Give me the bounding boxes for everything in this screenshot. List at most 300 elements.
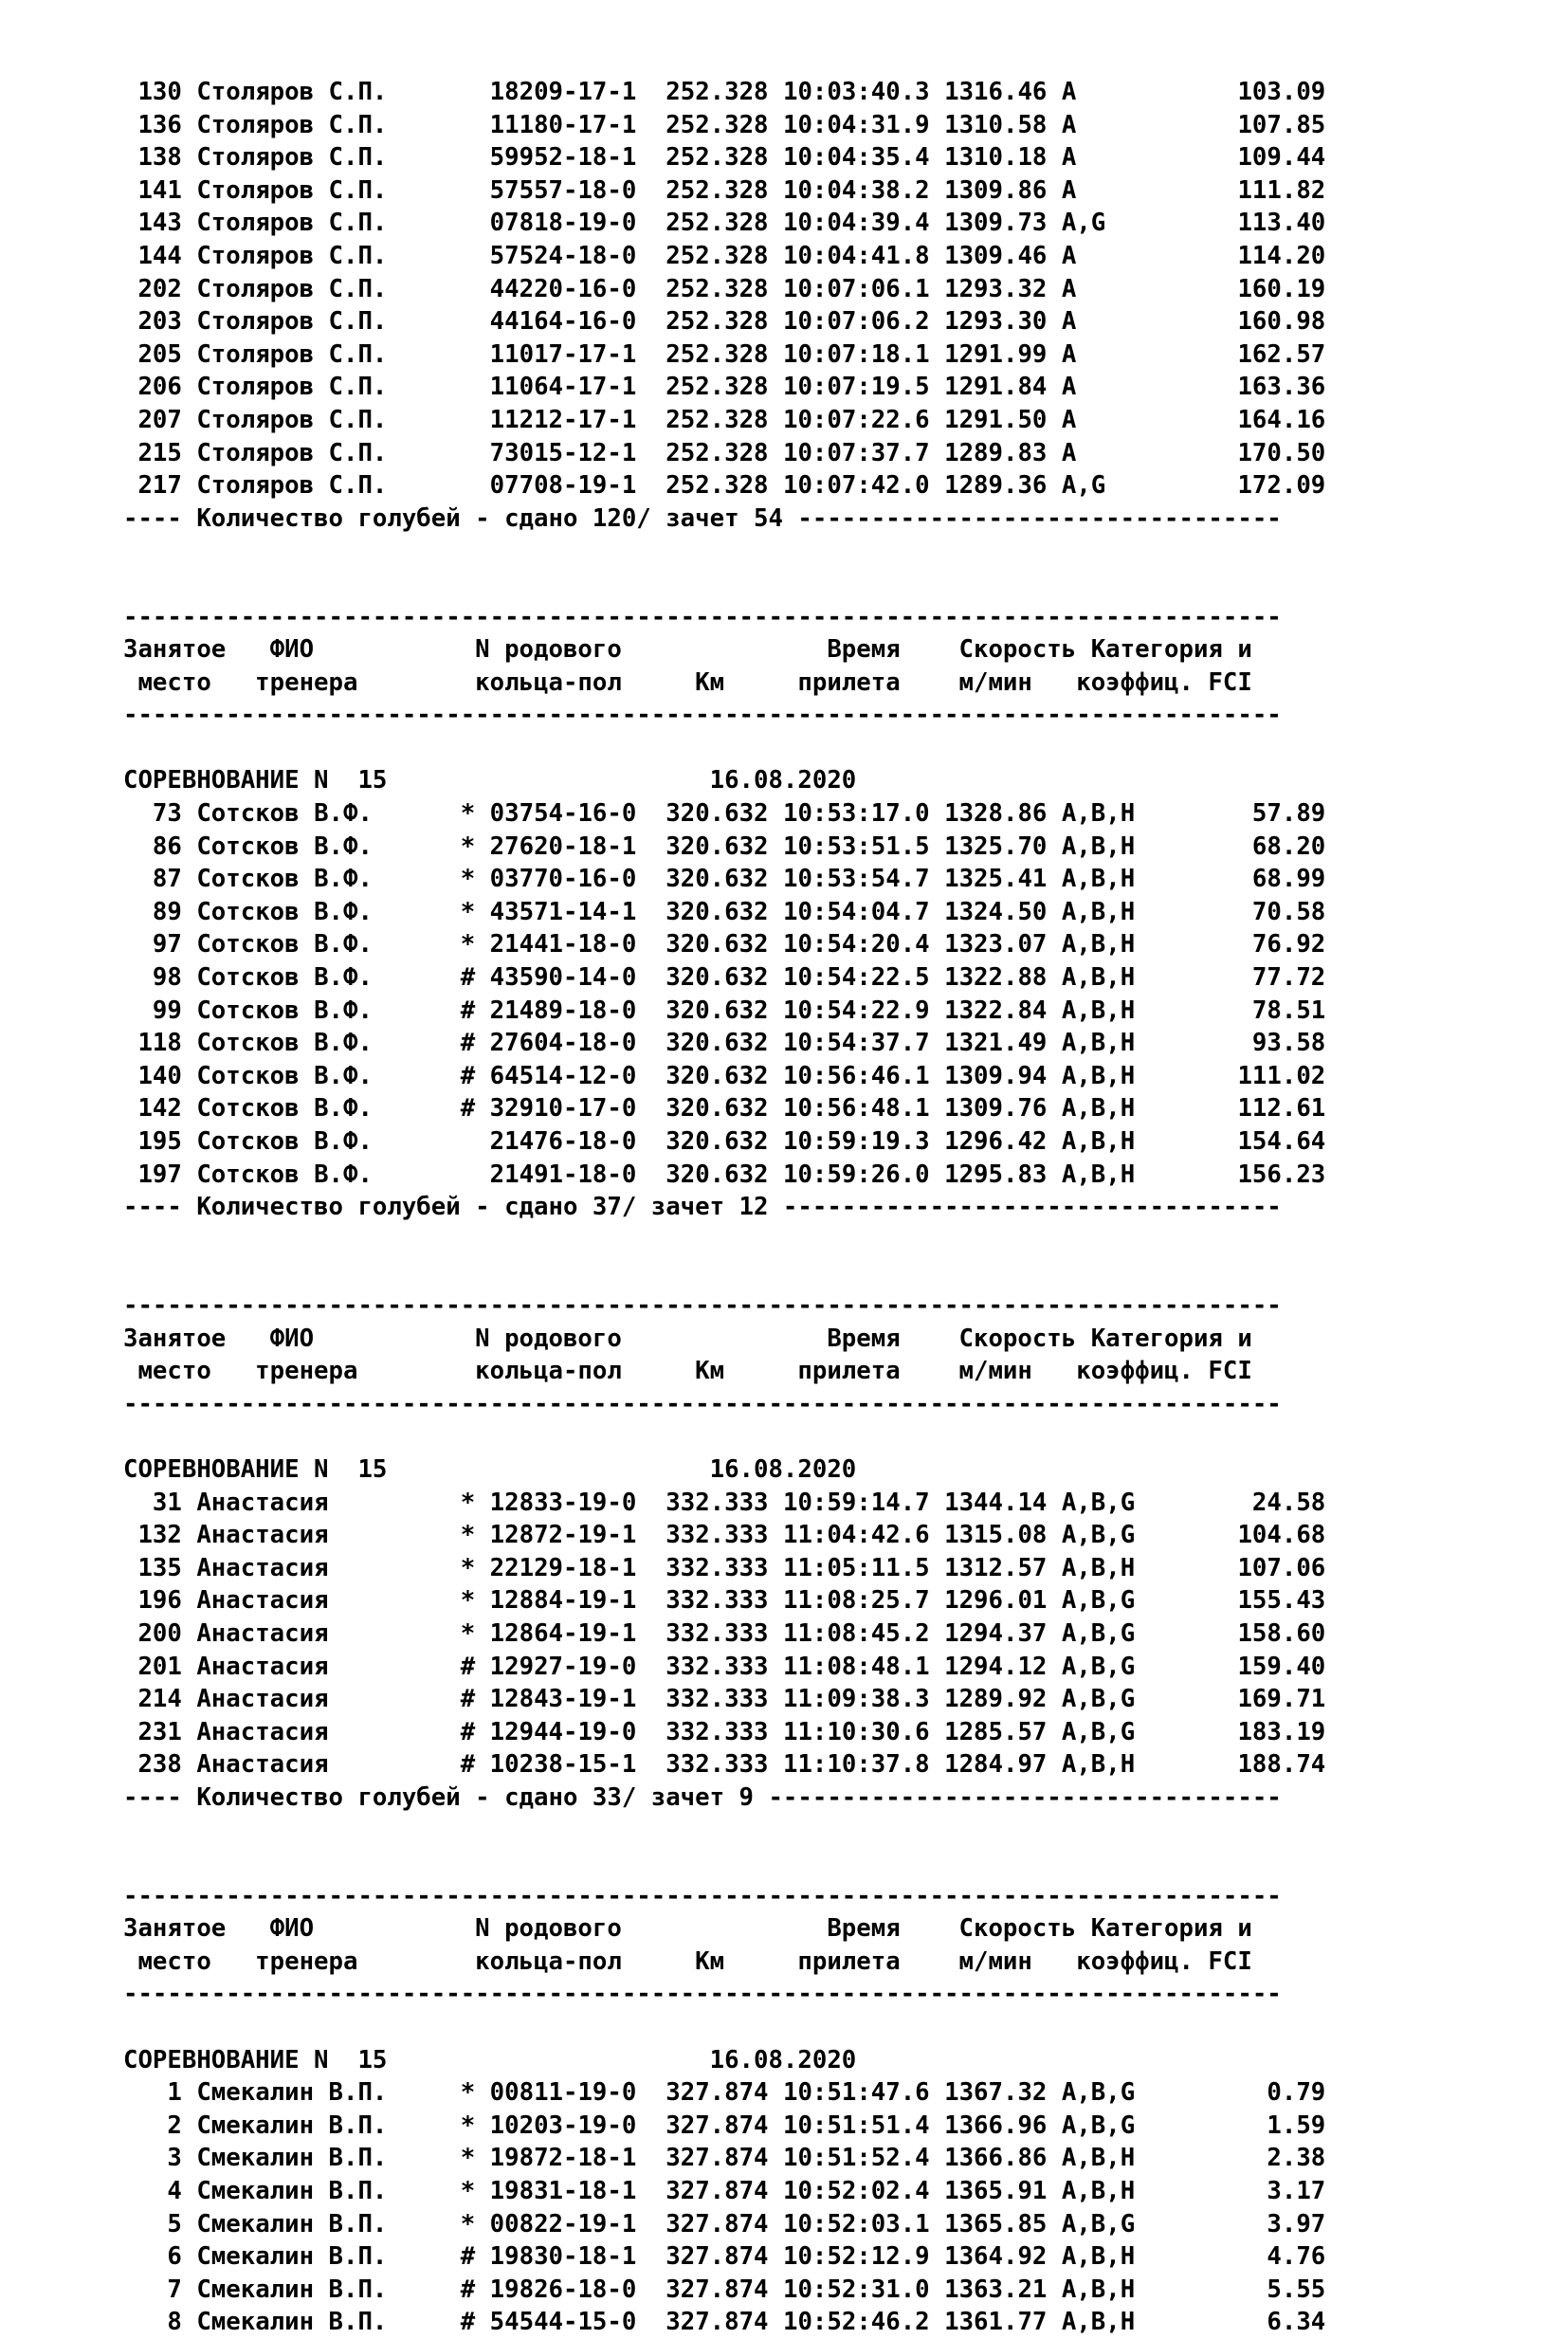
fci-cell: 78.51 <box>1178 996 1326 1025</box>
place-cell: 203 <box>123 307 182 337</box>
mark-cell: # <box>460 2242 476 2272</box>
km-cell: 320.632 <box>665 831 769 861</box>
ring-cell: 00822-19-1 <box>489 2209 637 2238</box>
fci-cell: 70.58 <box>1178 897 1326 926</box>
km-cell: 327.874 <box>665 2177 769 2205</box>
place-cell: 238 <box>123 1750 182 1780</box>
place-cell: 135 <box>123 1553 182 1582</box>
place-cell: 8 <box>123 2308 182 2337</box>
time-cell: 10:52:46.2 <box>783 2308 930 2337</box>
time-cell: 11:10:37.8 <box>783 1750 930 1780</box>
fci-cell: 57.89 <box>1178 799 1326 829</box>
speed-cell: 1366.96 <box>944 2111 1048 2140</box>
speed-cell: 1289.83 <box>944 438 1048 467</box>
table-row <box>123 1651 1545 1684</box>
ring-cell: 03770-16-0 <box>489 865 637 894</box>
place-cell: 202 <box>123 274 182 303</box>
km-cell: 252.328 <box>665 405 769 434</box>
table-row <box>123 2142 1545 2175</box>
time-cell: 10:54:04.7 <box>783 897 930 926</box>
mark-cell: * <box>460 1553 476 1582</box>
speed-cell: 1365.91 <box>944 2177 1048 2205</box>
ring-cell: 11212-17-1 <box>489 405 637 434</box>
category-cell: A,B,H <box>1061 799 1165 829</box>
speed-cell: 1365.85 <box>944 2209 1048 2238</box>
speed-cell: 1309.86 <box>944 175 1048 205</box>
fci-cell: 3.17 <box>1178 2177 1326 2205</box>
place-cell: 97 <box>123 930 182 959</box>
place-cell: 7 <box>123 2275 182 2304</box>
blank-line <box>123 2011 1545 2044</box>
ring-cell: 21441-18-0 <box>489 930 637 959</box>
speed-cell: 1310.58 <box>944 110 1048 139</box>
ring-cell: 57557-18-0 <box>489 175 637 205</box>
trainer-cell: Сотсков В.Ф. <box>196 963 447 993</box>
trainer-cell: Анастасия <box>196 1750 447 1780</box>
table-row <box>123 338 1545 372</box>
speed-cell: 1291.50 <box>944 405 1048 434</box>
time-cell: 10:04:31.9 <box>783 110 930 139</box>
ring-cell: 22129-18-1 <box>489 1553 637 1582</box>
fci-cell: 104.68 <box>1178 1521 1326 1550</box>
km-cell: 320.632 <box>665 897 769 926</box>
table-row <box>123 995 1545 1028</box>
time-cell: 11:09:38.3 <box>783 1685 930 1714</box>
mark-cell: * <box>460 831 476 861</box>
speed-cell: 1325.70 <box>944 831 1048 861</box>
fci-cell: 113.40 <box>1178 209 1326 238</box>
speed-cell: 1325.41 <box>944 865 1048 894</box>
time-cell: 10:52:31.0 <box>783 2275 930 2304</box>
trainer-cell: Сотсков В.Ф. <box>196 1160 447 1189</box>
place-cell: 196 <box>123 1586 182 1616</box>
km-cell: 327.874 <box>665 2111 769 2140</box>
mark-cell <box>461 242 475 270</box>
fci-cell: 5.55 <box>1178 2275 1326 2304</box>
km-cell: 320.632 <box>665 930 769 959</box>
ring-cell: 12944-19-0 <box>489 1717 637 1746</box>
time-cell: 10:04:39.4 <box>783 209 930 238</box>
fci-cell: 68.20 <box>1178 831 1326 861</box>
table-row <box>123 240 1545 273</box>
table-row <box>123 863 1545 896</box>
time-cell: 10:53:51.5 <box>783 831 930 861</box>
fci-cell: 169.71 <box>1178 1685 1326 1714</box>
ring-cell: 11180-17-1 <box>489 110 637 139</box>
table-row <box>123 2306 1545 2339</box>
time-cell: 10:54:37.7 <box>783 1029 930 1058</box>
trainer-cell: Анастасия <box>196 1521 447 1550</box>
ring-cell: 07818-19-0 <box>489 209 637 238</box>
place-cell: 73 <box>123 799 182 829</box>
category-cell: A <box>1061 438 1165 467</box>
fci-cell: 6.34 <box>1178 2308 1326 2337</box>
fci-cell: 112.61 <box>1178 1094 1326 1124</box>
mark-cell: * <box>460 1521 476 1550</box>
trainer-cell: Анастасия <box>196 1553 447 1582</box>
place-cell: 201 <box>123 1652 182 1681</box>
table-row <box>123 2076 1545 2110</box>
fci-cell: 107.85 <box>1178 110 1326 139</box>
competition-line: СОРЕВНОВАНИЕ N 15 16.08.2020 <box>123 766 857 795</box>
km-cell: 327.874 <box>665 2144 769 2173</box>
trainer-cell: Сотсков В.Ф. <box>196 1127 447 1156</box>
blank-line <box>123 1224 1545 1257</box>
mark-cell <box>461 406 475 434</box>
blank-line <box>123 568 1545 601</box>
speed-cell: 1310.18 <box>944 143 1048 173</box>
time-cell: 10:59:19.3 <box>783 1127 930 1156</box>
category-cell: A <box>1061 373 1165 402</box>
ring-cell: 44164-16-0 <box>489 307 637 337</box>
place-cell: 98 <box>123 963 182 993</box>
ring-cell: 21491-18-0 <box>489 1160 637 1189</box>
time-cell: 10:52:03.1 <box>783 2209 930 2238</box>
speed-cell: 1367.32 <box>944 2078 1048 2108</box>
time-cell: 10:07:19.5 <box>783 373 930 402</box>
speed-cell: 1294.12 <box>944 1652 1048 1681</box>
mark-cell: * <box>460 2177 476 2205</box>
category-cell: A,B,H <box>1061 1160 1165 1189</box>
place-cell: 215 <box>123 438 182 467</box>
fci-cell: 24.58 <box>1178 1488 1326 1517</box>
table-row <box>123 896 1545 929</box>
place-cell: 217 <box>123 471 182 501</box>
table-row <box>123 174 1545 208</box>
speed-cell: 1315.08 <box>944 1521 1048 1550</box>
trainer-cell: Смекалин В.П. <box>196 2242 447 2272</box>
category-cell: A,B,H <box>1061 1094 1165 1124</box>
fci-cell: 93.58 <box>1178 1029 1326 1058</box>
speed-cell: 1293.32 <box>944 274 1048 303</box>
mark-cell: * <box>460 2209 476 2238</box>
fci-cell: 156.23 <box>1178 1160 1326 1189</box>
time-cell: 10:59:26.0 <box>783 1160 930 1189</box>
table-row <box>123 1159 1545 1192</box>
place-cell: 231 <box>123 1717 182 1746</box>
trainer-cell: Сотсков В.Ф. <box>196 1094 447 1124</box>
fci-cell: 111.02 <box>1178 1061 1326 1090</box>
separator-line: ------------------------------------------------------------------------------- <box>123 602 1282 631</box>
place-cell: 143 <box>123 209 182 238</box>
fci-cell: 188.74 <box>1178 1750 1326 1780</box>
mark-cell <box>461 307 475 336</box>
trainer-cell: Столяров С.П. <box>196 110 447 139</box>
mark-cell: # <box>460 2275 476 2304</box>
column-header: место тренера кольца-пол Км прилета м/мин коэффиц. FCI <box>123 667 1252 697</box>
ring-cell: 19830-18-1 <box>489 2242 637 2272</box>
speed-cell: 1291.84 <box>944 373 1048 402</box>
category-cell: A,B,G <box>1061 1521 1165 1550</box>
km-cell: 252.328 <box>665 307 769 337</box>
speed-cell: 1364.92 <box>944 2242 1048 2272</box>
speed-cell: 1309.73 <box>944 209 1048 238</box>
km-cell: 320.632 <box>665 1094 769 1124</box>
time-cell: 10:07:18.1 <box>783 339 930 369</box>
table-row <box>123 141 1545 174</box>
trainer-cell: Столяров С.П. <box>196 373 447 402</box>
mark-cell: * <box>460 799 476 829</box>
category-cell: A <box>1061 405 1165 434</box>
mark-cell <box>461 78 475 106</box>
km-cell: 327.874 <box>665 2078 769 2108</box>
time-cell: 10:53:17.0 <box>783 799 930 829</box>
column-header: место тренера кольца-пол Км прилета м/мин коэффиц. FCI <box>123 1946 1252 1976</box>
category-cell: A,B,G <box>1061 1717 1165 1746</box>
place-cell: 205 <box>123 339 182 369</box>
trainer-cell: Столяров С.П. <box>196 471 447 501</box>
category-cell: A,B,H <box>1061 996 1165 1025</box>
category-cell: A,G <box>1061 471 1165 501</box>
ring-cell: 21476-18-0 <box>489 1127 637 1156</box>
place-cell: 136 <box>123 110 182 139</box>
time-cell: 10:07:22.6 <box>783 405 930 434</box>
km-cell: 320.632 <box>665 1127 769 1156</box>
trainer-cell: Столяров С.П. <box>196 143 447 173</box>
time-cell: 11:08:48.1 <box>783 1652 930 1681</box>
place-cell: 31 <box>123 1488 182 1517</box>
category-cell: A,B,G <box>1061 1586 1165 1616</box>
mark-cell: # <box>460 1685 476 1714</box>
mark-cell: * <box>460 897 476 926</box>
speed-cell: 1309.46 <box>944 241 1048 270</box>
speed-cell: 1296.01 <box>944 1586 1048 1616</box>
separator-line: ------------------------------------------------------------------------------- <box>123 1389 1282 1418</box>
count-summary: ---- Количество голубей - сдано 33/ зачет 9 ----------------------------------- <box>123 1782 1282 1812</box>
mark-cell <box>461 471 475 500</box>
table-row <box>123 1716 1545 1749</box>
mark-cell <box>461 111 475 139</box>
mark-cell: * <box>460 2078 476 2108</box>
fci-cell: 4.76 <box>1178 2242 1326 2272</box>
fci-cell: 164.16 <box>1178 405 1326 434</box>
trainer-cell: Анастасия <box>196 1618 447 1648</box>
mark-cell: # <box>460 2308 476 2337</box>
table-row <box>123 2208 1545 2241</box>
speed-cell: 1312.57 <box>944 1553 1048 1582</box>
trainer-cell: Анастасия <box>196 1488 447 1517</box>
speed-cell: 1284.97 <box>944 1750 1048 1780</box>
speed-cell: 1295.83 <box>944 1160 1048 1189</box>
ring-cell: 19826-18-0 <box>489 2275 637 2304</box>
category-cell: A,B,H <box>1061 1061 1165 1090</box>
time-cell: 11:08:25.7 <box>783 1586 930 1616</box>
trainer-cell: Сотсков В.Ф. <box>196 865 447 894</box>
trainer-cell: Смекалин В.П. <box>196 2275 447 2304</box>
fci-cell: 76.92 <box>1178 930 1326 959</box>
category-cell: A,B,H <box>1061 1553 1165 1582</box>
time-cell: 10:53:54.7 <box>783 865 930 894</box>
km-cell: 252.328 <box>665 143 769 173</box>
ring-cell: 21489-18-0 <box>489 996 637 1025</box>
category-cell: A <box>1061 175 1165 205</box>
km-cell: 252.328 <box>665 241 769 270</box>
time-cell: 10:03:40.3 <box>783 78 930 106</box>
table-row <box>123 1552 1545 1585</box>
km-cell: 252.328 <box>665 175 769 205</box>
ring-cell: 03754-16-0 <box>489 799 637 829</box>
km-cell: 332.333 <box>665 1618 769 1648</box>
time-cell: 10:54:22.9 <box>783 996 930 1025</box>
results-printout <box>123 76 1545 2339</box>
ring-cell: 27620-18-1 <box>489 831 637 861</box>
ring-cell: 12872-19-1 <box>489 1521 637 1550</box>
place-cell: 141 <box>123 175 182 205</box>
trainer-cell: Столяров С.П. <box>196 241 447 270</box>
km-cell: 327.874 <box>665 2308 769 2337</box>
mark-cell <box>461 1127 475 1156</box>
km-cell: 332.333 <box>665 1586 769 1616</box>
category-cell: A,B,H <box>1061 897 1165 926</box>
separator-line: ------------------------------------------------------------------------------- <box>123 701 1282 730</box>
speed-cell: 1328.86 <box>944 799 1048 829</box>
category-cell: A <box>1061 78 1165 106</box>
place-cell: 214 <box>123 1685 182 1714</box>
blank-line <box>123 732 1545 765</box>
category-cell: A,B,H <box>1061 831 1165 861</box>
place-cell: 195 <box>123 1127 182 1156</box>
km-cell: 320.632 <box>665 799 769 829</box>
fci-cell: 107.06 <box>1178 1553 1326 1582</box>
mark-cell: * <box>460 930 476 959</box>
blank-line <box>123 1420 1545 1453</box>
time-cell: 10:04:41.8 <box>783 241 930 270</box>
km-cell: 252.328 <box>665 373 769 402</box>
fci-cell: 1.59 <box>1178 2111 1326 2140</box>
time-cell: 10:51:52.4 <box>783 2144 930 2173</box>
km-cell: 252.328 <box>665 209 769 238</box>
mark-cell <box>461 143 475 172</box>
table-row <box>123 797 1545 831</box>
km-cell: 332.333 <box>665 1750 769 1780</box>
speed-cell: 1344.14 <box>944 1488 1048 1517</box>
table-row <box>123 1584 1545 1617</box>
ring-cell: 18209-17-1 <box>489 78 637 106</box>
time-cell: 10:04:38.2 <box>783 175 930 205</box>
trainer-cell: Смекалин В.П. <box>196 2209 447 2238</box>
table-row <box>123 2240 1545 2274</box>
time-cell: 11:10:30.6 <box>783 1717 930 1746</box>
speed-cell: 1316.46 <box>944 78 1048 106</box>
column-header: Занятое ФИО N родового Время Скорость Категория и <box>123 1324 1252 1353</box>
trainer-cell: Анастасия <box>196 1717 447 1746</box>
km-cell: 332.333 <box>665 1521 769 1550</box>
fci-cell: 154.64 <box>1178 1127 1326 1156</box>
category-cell: A,B,G <box>1061 1685 1165 1714</box>
mark-cell <box>461 209 475 237</box>
trainer-cell: Анастасия <box>196 1685 447 1714</box>
km-cell: 332.333 <box>665 1717 769 1746</box>
competition-line: СОРЕВНОВАНИЕ N 15 16.08.2020 <box>123 2045 857 2074</box>
category-cell: A <box>1061 274 1165 303</box>
ring-cell: 07708-19-1 <box>489 471 637 501</box>
km-cell: 252.328 <box>665 274 769 303</box>
fci-cell: 3.97 <box>1178 2209 1326 2238</box>
place-cell: 138 <box>123 143 182 173</box>
trainer-cell: Столяров С.П. <box>196 209 447 238</box>
blank-line <box>123 1256 1545 1289</box>
time-cell: 10:51:51.4 <box>783 2111 930 2140</box>
mark-cell <box>461 1160 475 1189</box>
place-cell: 197 <box>123 1160 182 1189</box>
table-row <box>123 831 1545 864</box>
mark-cell <box>461 373 475 401</box>
km-cell: 327.874 <box>665 2275 769 2304</box>
category-cell: A,B,H <box>1061 1750 1165 1780</box>
time-cell: 10:07:42.0 <box>783 471 930 501</box>
km-cell: 332.333 <box>665 1488 769 1517</box>
time-cell: 10:54:22.5 <box>783 963 930 993</box>
ring-cell: 64514-12-0 <box>489 1061 637 1090</box>
trainer-cell: Сотсков В.Ф. <box>196 897 447 926</box>
mark-cell: # <box>460 963 476 993</box>
trainer-cell: Столяров С.П. <box>196 438 447 467</box>
mark-cell <box>461 275 475 303</box>
mark-cell: * <box>460 865 476 894</box>
km-cell: 252.328 <box>665 110 769 139</box>
ring-cell: 12843-19-1 <box>489 1685 637 1714</box>
category-cell: A <box>1061 339 1165 369</box>
category-cell: A,B,H <box>1061 2144 1165 2173</box>
category-cell: A,B,H <box>1061 1127 1165 1156</box>
speed-cell: 1361.77 <box>944 2308 1048 2337</box>
fci-cell: 77.72 <box>1178 963 1326 993</box>
table-row <box>123 2175 1545 2208</box>
place-cell: 1 <box>123 2078 182 2108</box>
ring-cell: 19831-18-1 <box>489 2177 637 2205</box>
speed-cell: 1322.88 <box>944 963 1048 993</box>
table-row <box>123 305 1545 338</box>
table-row <box>123 1125 1545 1159</box>
place-cell: 4 <box>123 2177 182 2205</box>
speed-cell: 1322.84 <box>944 996 1048 1025</box>
ring-cell: 11064-17-1 <box>489 373 637 402</box>
category-cell: A,B,H <box>1061 2177 1165 2205</box>
table-row <box>123 1519 1545 1552</box>
km-cell: 327.874 <box>665 2209 769 2238</box>
ring-cell: 19872-18-1 <box>489 2144 637 2173</box>
ring-cell: 12927-19-0 <box>489 1652 637 1681</box>
km-cell: 252.328 <box>665 339 769 369</box>
category-cell: A,B,H <box>1061 865 1165 894</box>
trainer-cell: Сотсков В.Ф. <box>196 1061 447 1090</box>
category-cell: A,B,H <box>1061 2242 1165 2272</box>
place-cell: 99 <box>123 996 182 1025</box>
place-cell: 206 <box>123 373 182 402</box>
ring-cell: 27604-18-0 <box>489 1029 637 1058</box>
table-row <box>123 207 1545 240</box>
mark-cell: # <box>460 1029 476 1058</box>
blank-line <box>123 1847 1545 1880</box>
mark-cell <box>461 340 475 369</box>
table-row <box>123 1748 1545 1782</box>
table-row <box>123 1683 1545 1716</box>
fci-cell: 162.57 <box>1178 339 1326 369</box>
count-summary: ---- Количество голубей - сдано 120/ зачет 54 --------------------------------- <box>123 503 1282 533</box>
separator-line: ------------------------------------------------------------------------------- <box>123 1290 1282 1320</box>
fci-cell: 159.40 <box>1178 1652 1326 1681</box>
category-cell: A,B,G <box>1061 1652 1165 1681</box>
speed-cell: 1291.99 <box>944 339 1048 369</box>
category-cell: A,B,G <box>1061 2078 1165 2108</box>
fci-cell: 114.20 <box>1178 241 1326 270</box>
trainer-cell: Столяров С.П. <box>196 274 447 303</box>
separator-line: ------------------------------------------------------------------------------- <box>123 1980 1282 2009</box>
km-cell: 320.632 <box>665 865 769 894</box>
km-cell: 327.874 <box>665 2242 769 2272</box>
trainer-cell: Смекалин В.П. <box>196 2078 447 2108</box>
km-cell: 252.328 <box>665 438 769 467</box>
